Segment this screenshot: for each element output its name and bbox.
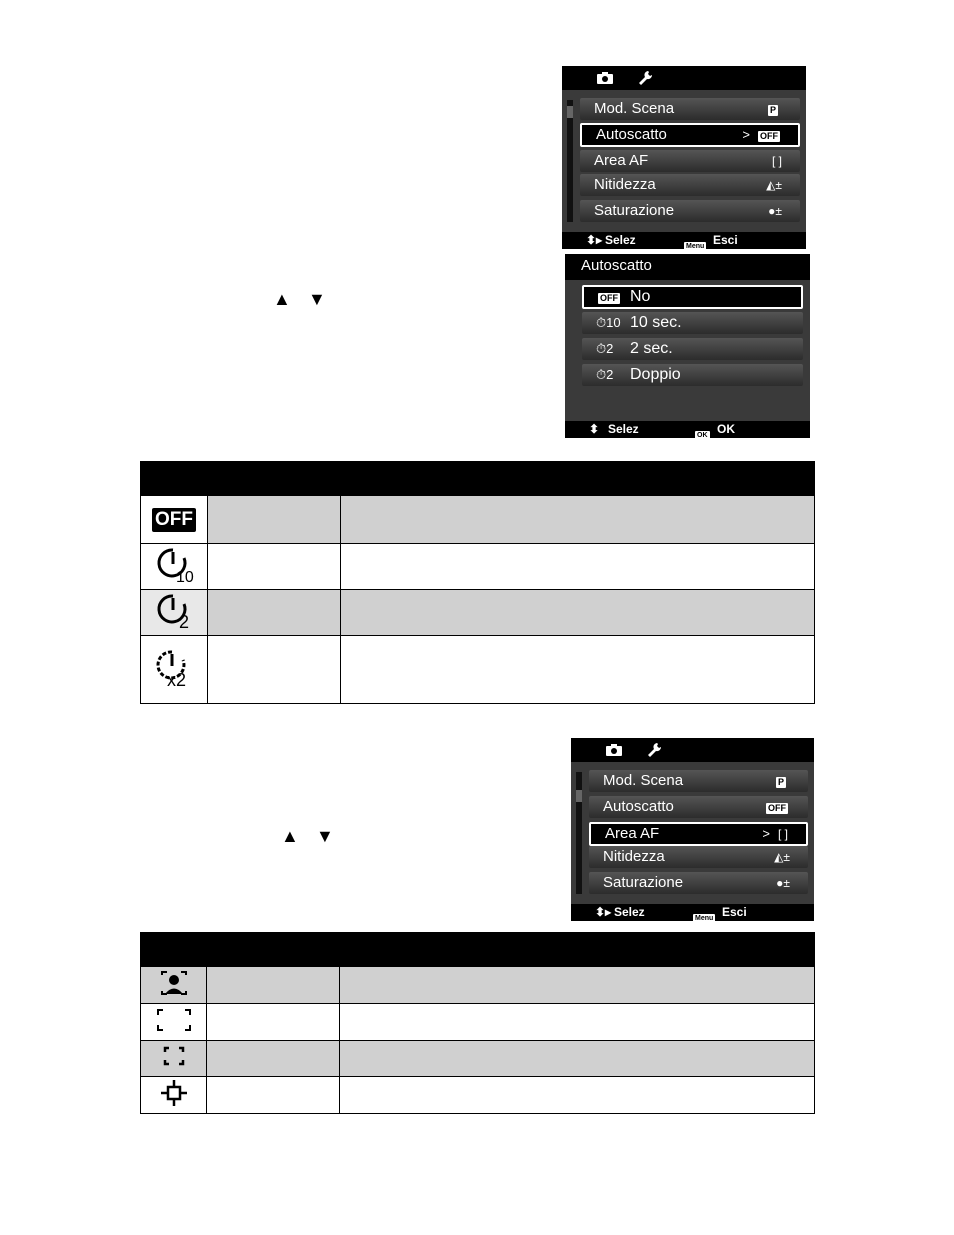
menu-button-icon: Menu [695,915,714,921]
af-bracket-icon: [ ] [777,827,788,841]
scrollbar[interactable] [567,100,573,222]
menu-item-saturazione[interactable]: Saturazione ●± [580,200,800,222]
af-area-table [140,932,815,1114]
camera-menu-screen-2 [571,738,814,921]
svg-text:10: 10 [176,569,194,584]
timer-double-icon: ⏱2 [596,367,614,382]
menu-item-area-af[interactable]: Area AF > [ ] [589,822,808,846]
off-badge: OFF [600,293,618,303]
timer-10-icon: ⏱10 [596,315,621,330]
menu-item-autoscatto[interactable]: Autoscatto OFF [589,796,808,818]
table-row [141,967,815,1004]
table-header [141,462,815,496]
camera-icon[interactable] [596,71,614,85]
saturation-icon: ●± [776,876,790,890]
table-row [141,590,815,636]
table-row [141,544,815,590]
p-mode-icon: P [777,777,784,787]
menu-item-area-af[interactable]: Area AF [ ] [580,150,800,172]
submenu-title: Autoscatto [581,257,652,274]
up-arrow-icon: ▲ [281,826,299,846]
option-doppio[interactable]: ⏱2 Doppio [582,364,803,386]
af-bracket-icon: [ ] [771,154,782,168]
center-af-icon [162,1045,186,1067]
option-no[interactable]: OFF No [582,285,803,309]
p-mode-icon: P [769,105,776,115]
table-header [141,933,815,967]
face-af-icon [159,969,189,997]
menu-button-icon: Menu [686,243,705,249]
up-arrow-icon: ▲ [273,289,291,309]
menu-item-autoscatto[interactable]: Autoscatto > OFF [580,123,800,147]
sharpness-icon: ◭± [766,178,782,192]
option-2-sec[interactable]: ⏱2 2 sec. [582,338,803,360]
menu-footer: ⬍▸ Selez Menu Esci [562,232,806,249]
svg-text:2: 2 [179,612,190,630]
table-row [141,496,815,544]
camera-icon[interactable] [605,743,623,757]
menu-tabs [562,66,806,90]
timer-double-icon [153,646,195,688]
timer-2-icon [154,590,194,630]
table-row [141,1004,815,1041]
off-badge: OFF [768,803,786,813]
down-arrow-icon: ▼ [316,826,334,846]
wide-af-icon [155,1007,193,1033]
menu-footer: ⬍▸ Selez Menu Esci [571,904,814,921]
menu-item-nitidezza[interactable]: Nitidezza ◭± [589,846,808,868]
wrench-icon[interactable] [638,70,652,86]
sharpness-icon: ◭± [774,850,790,864]
wrench-icon[interactable] [647,742,661,758]
select-arrows-icon: ⬍▸ [595,905,612,919]
down-arrow-icon: ▼ [308,289,326,309]
menu-item-mod-scena[interactable]: Mod. Scena P [589,770,808,792]
menu-item-mod-scena[interactable]: Mod. Scena P [580,98,800,120]
selftimer-table [140,461,815,704]
tracking-af-icon [158,1078,190,1108]
timer-10-icon [154,544,194,584]
select-arrows-icon: ⬍ [589,422,600,436]
menu-tabs [571,738,814,762]
svg-text:x2: x2 [167,670,187,688]
scrollbar[interactable] [576,772,582,894]
off-badge: OFF [760,131,778,141]
menu-item-nitidezza[interactable]: Nitidezza ◭± [580,174,800,196]
submenu-footer: ⬍ Selez OK OK [565,421,810,438]
timer-2-icon: ⏱2 [596,341,614,356]
off-badge: OFF [152,508,196,532]
table-row [141,636,815,704]
table-row [141,1041,815,1077]
option-10-sec[interactable]: ⏱10 10 sec. [582,312,803,334]
table-row [141,1077,815,1114]
select-arrows-icon: ⬍▸ [586,233,603,247]
camera-submenu-autoscatto [565,254,810,438]
camera-menu-screen-1 [562,66,806,249]
menu-item-saturazione[interactable]: Saturazione ●± [589,872,808,894]
saturation-icon: ●± [768,204,782,218]
ok-button-icon: OK [697,432,708,438]
